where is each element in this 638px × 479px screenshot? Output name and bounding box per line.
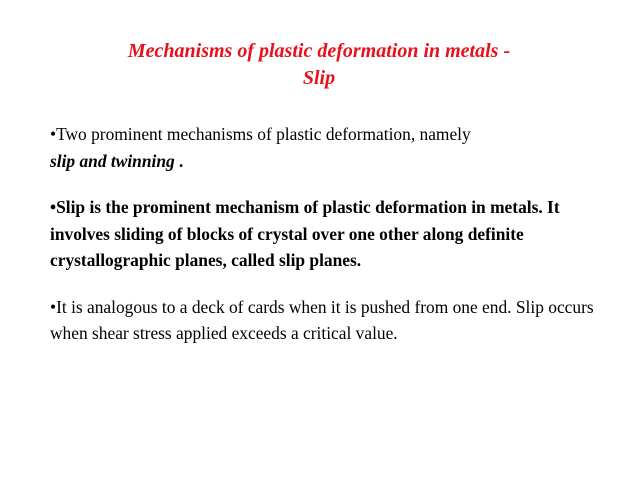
slide-body <box>50 121 610 367</box>
bullet-symbol: • <box>50 296 57 317</box>
paragraph-1-emphasis: slip and twinning <box>50 150 175 171</box>
bullet-paragraph-mechanisms <box>50 121 610 174</box>
bullet-paragraph-slip <box>50 194 610 274</box>
paragraph-2-text: Slip is the prominent mechanism of plastic deformation in metals. It involves sliding of blocks of crystal over one other along definite crystallographic planes, called slip planes. <box>50 197 560 270</box>
bullet-symbol: • <box>50 124 57 144</box>
bullet-paragraph-analogy <box>50 294 610 347</box>
slide-title <box>60 38 578 92</box>
title-line-2: Slip <box>302 67 336 89</box>
paragraph-1-tail: . <box>174 150 184 171</box>
paragraph-3-text: It is analogous to a deck of cards when it is pushed from one end. Slip occurs when shear stress applied exceeds a critical value. <box>50 296 594 343</box>
bullet-symbol: • <box>50 197 57 217</box>
paragraph-1-text: Two prominent mechanisms of plastic deformation, namely <box>56 124 471 144</box>
title-line-1: Mechanisms of plastic deformation in metals - <box>127 40 511 62</box>
